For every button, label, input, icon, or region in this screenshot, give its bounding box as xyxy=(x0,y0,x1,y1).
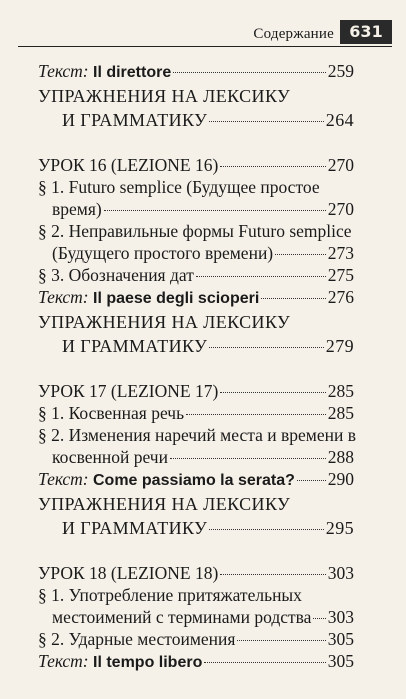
toc-lesson-entry xyxy=(38,380,354,402)
section-title: § 2. Неправильные формы Futuro semplice xyxy=(38,221,352,241)
section-title-cont: косвенной речи xyxy=(52,447,168,467)
toc-text-entry xyxy=(38,286,354,310)
entry-page: 270 xyxy=(327,199,354,219)
section-title: § 1. Futuro semplice (Будущее простое xyxy=(38,177,320,197)
toc-section-entry xyxy=(38,628,354,650)
toc-section-entry xyxy=(38,264,354,286)
text-label: Текст: xyxy=(38,651,93,671)
entry-title xyxy=(52,198,102,220)
entry-title xyxy=(62,516,207,540)
leader-dots xyxy=(173,72,326,73)
text-title: Il tempo libero xyxy=(93,654,203,671)
entry-title xyxy=(38,154,218,176)
entry-title xyxy=(52,242,273,264)
entry-page: 264 xyxy=(325,110,354,130)
leader-dots xyxy=(186,414,326,415)
entry-title xyxy=(38,468,295,492)
entry-title xyxy=(38,380,218,402)
toc-lesson-entry xyxy=(38,562,354,584)
page-number: 631 xyxy=(340,20,392,44)
entry-title xyxy=(38,264,194,286)
exercise-heading: УПРАЖНЕНИЯ НА ЛЕКСИКУ xyxy=(38,494,291,514)
toc-text-entry xyxy=(38,60,354,84)
section-title-cont: время) xyxy=(52,199,102,219)
entry-title xyxy=(38,286,259,310)
section-title-cont: местоимений с терминами родства xyxy=(52,607,312,627)
entry-page: 276 xyxy=(327,287,354,307)
toc-text-entry xyxy=(38,650,354,674)
text-title: Il direttore xyxy=(93,64,172,81)
entry-page: 290 xyxy=(327,469,354,489)
leader-dots xyxy=(204,662,325,663)
exercise-heading-cont: И ГРАММАТИКУ xyxy=(62,336,208,356)
entry-title xyxy=(38,628,235,650)
toc-section-entry xyxy=(38,402,354,424)
toc-section-entry xyxy=(38,606,354,628)
toc-lesson-entry xyxy=(38,154,354,176)
entry-page: 285 xyxy=(327,403,354,423)
text-title: Come passiamo la serata? xyxy=(93,472,295,489)
text-label: Текст: xyxy=(38,61,93,81)
entry-title xyxy=(52,606,311,628)
toc-exercise-entry xyxy=(38,516,354,540)
toc-exercise-entry xyxy=(38,108,354,132)
leader-dots xyxy=(196,276,326,277)
lesson-title: УРОК 18 (LEZIONE 18) xyxy=(38,563,219,583)
leader-dots xyxy=(209,121,324,122)
leader-dots xyxy=(209,529,324,530)
entry-page: 275 xyxy=(327,265,354,285)
section-title: § 1. Косвенная речь xyxy=(38,403,185,423)
leader-dots xyxy=(220,392,325,393)
leader-dots xyxy=(237,640,325,641)
toc-exercise-entry xyxy=(38,334,354,358)
entry-title xyxy=(52,446,168,468)
entry-page: 305 xyxy=(327,629,354,649)
entry-title xyxy=(38,402,184,424)
leader-dots xyxy=(220,166,325,167)
section-title: § 2. Ударные местоимения xyxy=(38,629,236,649)
leader-dots xyxy=(297,480,326,481)
section-title-cont: (Будущего простого времени) xyxy=(52,243,274,263)
leader-dots xyxy=(220,574,325,575)
entry-page: 288 xyxy=(327,447,354,467)
text-label: Текст: xyxy=(38,469,93,489)
entry-page: 279 xyxy=(325,336,354,356)
entry-title xyxy=(62,108,207,132)
running-head: Содержание xyxy=(253,26,334,42)
leader-dots xyxy=(313,618,325,619)
entry-title xyxy=(38,60,171,84)
entry-title xyxy=(38,562,218,584)
exercise-heading-cont: И ГРАММАТИКУ xyxy=(62,518,208,538)
spacer xyxy=(38,132,354,154)
exercise-heading-cont: И ГРАММАТИКУ xyxy=(62,110,208,130)
entry-page: 295 xyxy=(325,518,354,538)
section-title: § 3. Обозначения дат xyxy=(38,265,194,285)
page-header xyxy=(18,20,392,47)
entry-page: 305 xyxy=(327,651,354,671)
spacer xyxy=(38,540,354,562)
leader-dots xyxy=(104,210,326,211)
toc-section-entry xyxy=(38,446,354,468)
table-of-contents xyxy=(38,60,354,674)
text-title: Il paese degli scioperi xyxy=(93,290,260,307)
leader-dots xyxy=(170,458,326,459)
section-title: § 2. Изменения наречий места и времени в xyxy=(38,425,356,445)
entry-title xyxy=(62,334,207,358)
spacer xyxy=(38,358,354,380)
toc-section-entry xyxy=(38,242,354,264)
leader-dots xyxy=(209,347,324,348)
entry-page: 303 xyxy=(327,563,354,583)
entry-page: 270 xyxy=(327,155,354,175)
entry-title xyxy=(38,650,202,674)
section-title: § 1. Употребление притяжательных xyxy=(38,585,302,605)
lesson-title: УРОК 16 (LEZIONE 16) xyxy=(38,155,219,175)
entry-page: 285 xyxy=(327,381,354,401)
lesson-title: УРОК 17 (LEZIONE 17) xyxy=(38,381,219,401)
leader-dots xyxy=(275,254,326,255)
entry-page: 273 xyxy=(327,243,354,263)
toc-section-entry xyxy=(38,198,354,220)
leader-dots xyxy=(261,298,325,299)
toc-text-entry xyxy=(38,468,354,492)
exercise-heading: УПРАЖНЕНИЯ НА ЛЕКСИКУ xyxy=(38,86,291,106)
entry-page: 259 xyxy=(327,61,354,81)
text-label: Текст: xyxy=(38,287,93,307)
exercise-heading: УПРАЖНЕНИЯ НА ЛЕКСИКУ xyxy=(38,312,291,332)
entry-page: 303 xyxy=(327,607,354,627)
